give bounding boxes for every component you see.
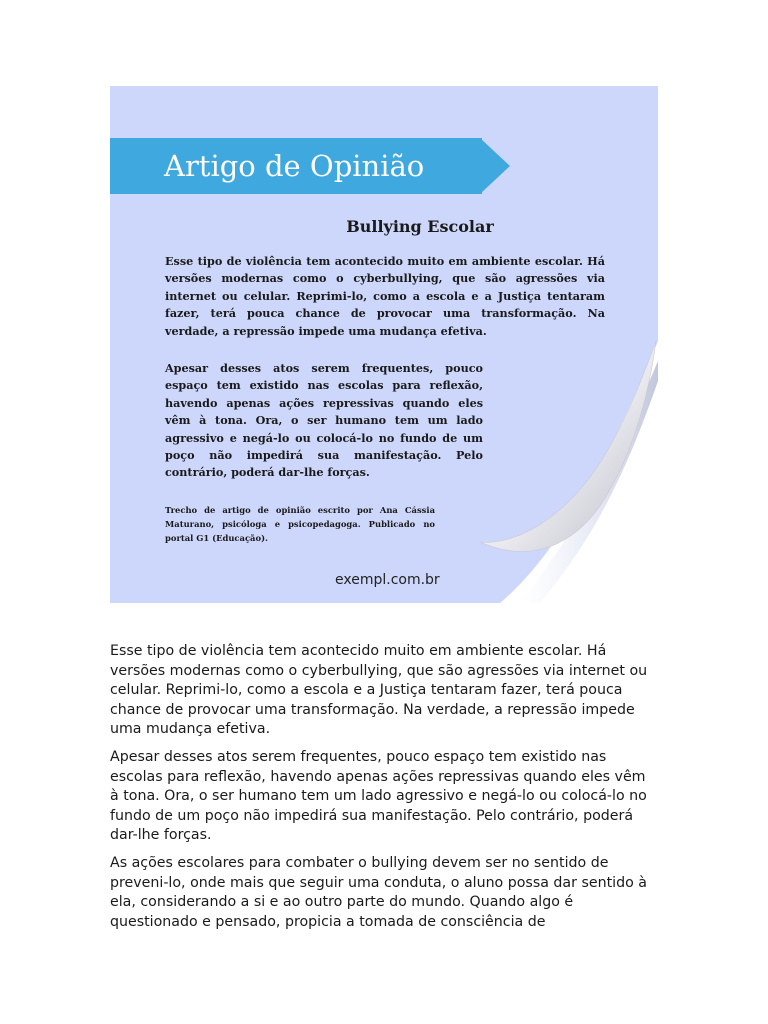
page-curl-graphic (480, 341, 658, 603)
banner-title: Artigo de Opinião (110, 138, 482, 194)
card-subtitle: Bullying Escolar (346, 217, 494, 236)
article-body (110, 642, 658, 940)
article-paragraph-3: As ações escolares para combater o bullying devem ser no sentido de preveni-lo, onde mais que seguir uma conduta, o aluno possa dar sentido à ela, considerando a si e ao outro parte do mundo. Quando algo é questionado e pensado, propicia a tomada de consciência de (110, 854, 647, 930)
article-paragraph-2: Apesar desses atos serem frequentes, pouco espaço tem existido nas escolas para reflexão, havendo apenas ações repressivas quando eles vêm à tona. Ora, o ser humano tem um lado agressivo e negá-lo ou colocá-lo no fundo de um poço não impedirá sua manifestação. Pelo contrário, poderá dar-lhe forças. (110, 748, 647, 844)
card-credit: Trecho de artigo de opinião escrito por Ana Cássia Maturano, psicóloga e psicopedagoga. Publicado no portal G1 (Educação). (165, 505, 435, 543)
card-paragraph-2: Apesar desses atos serem frequentes, pouco espaço tem existido nas escolas para reflexão, havendo apenas ações repressivas quando eles vêm à tona. Ora, o ser humano tem um lado agressivo e negá-lo ou colocá-lo no fundo de um poço não impedirá sua manifestação. Pelo contrário, poderá dar-lhe forças. (165, 361, 483, 480)
banner-arrow-tip (480, 138, 510, 194)
card-site-url: exempl.com.br (335, 572, 440, 588)
article-paragraph-1: Esse tipo de violência tem acontecido muito em ambiente escolar. Há versões modernas como o cyberbullying, que são agressões via internet ou celular. Reprimi-lo, como a escola e a Justiça tentaram fazer, terá pouca chance de provocar uma transformação. Na verdade, a repressão impede uma mudança efetiva. (110, 643, 648, 738)
card-paragraph-1: Esse tipo de violência tem acontecido muito em ambiente escolar. Há versões modernas como o cyberbullying, que são agressões via internet ou celular. Reprimi-lo, como a escola e a Justiça tentaram fazer, terá pouca chance de provocar uma transformação. Na verdade, a repressão impede uma mudança efetiva. (165, 254, 605, 338)
article-image-card (110, 86, 658, 603)
